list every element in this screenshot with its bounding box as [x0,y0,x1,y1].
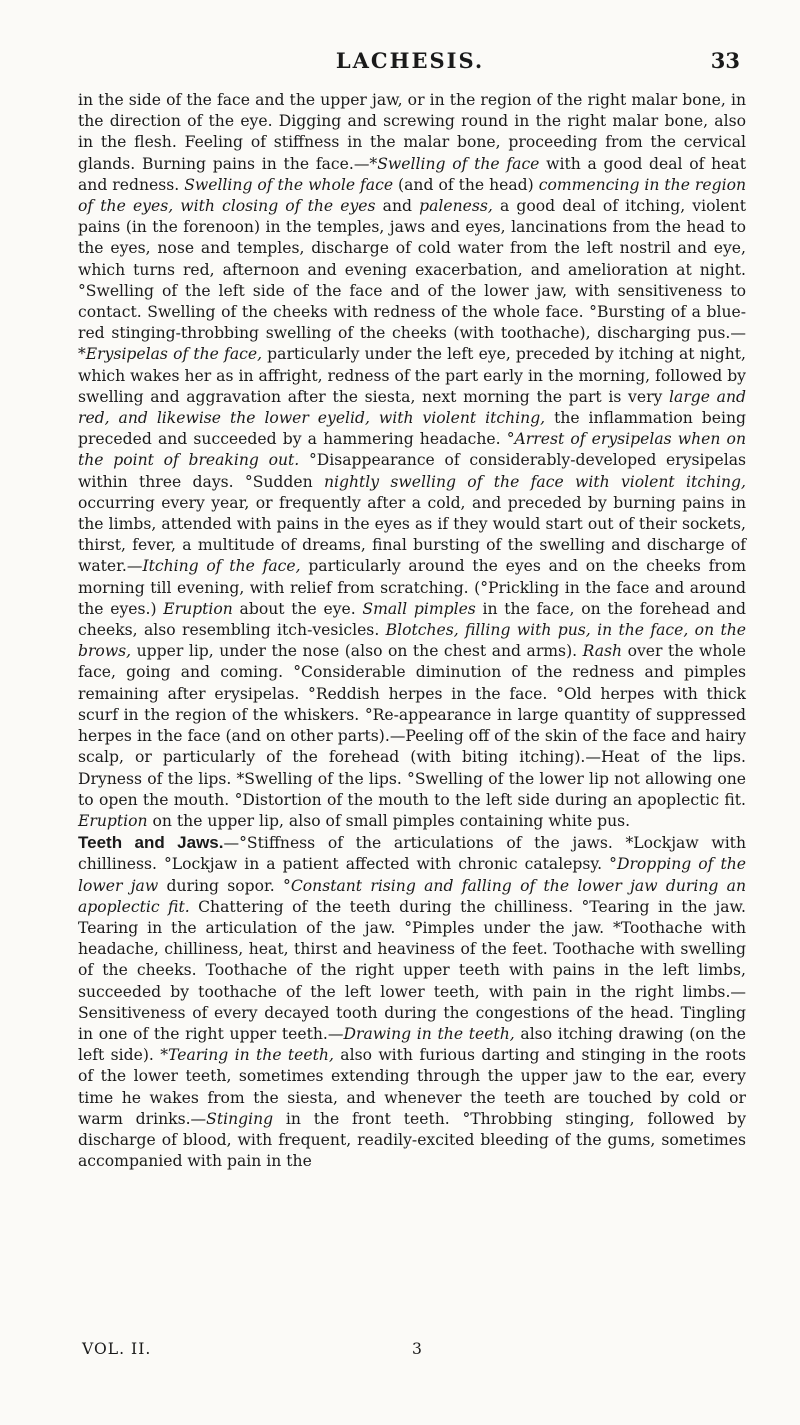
text-run: and [375,197,420,216]
paragraph-teeth-and-jaws [78,832,746,1172]
italic-run: *Tearing in the teeth, [160,1046,334,1065]
text-run: —°Stiffness of the articulations of the jaws. *Lockjaw with chilliness. °Lockjaw in a patient affected with chronic catalepsy. [78,834,746,874]
text-run: particularly around the eyes and on the cheeks from morning till evening, with relief from scratching. (°Prickling in the face and around the eyes.) [78,557,746,618]
text-run: in the front teeth. °Throbbing stinging, followed by discharge of blood, with frequent, readily-excited bleeding of the gums, sometimes accompanied with pain in the [78,1109,746,1171]
text-run: a good deal of itching, violent pains (in the forenoon) in the temples, jaws and eyes, lancinations from the head to the eyes, nose and temples, discharge of cold water from the left nostril and eye, which turns red, afternoon and evening exacerbation, and amelioration at night. °Swelling of the left side of the face and of the lower jaw, with sensitiveness to contact. Swelling of the cheeks with redness of the whole face. °Bursting of a blue-red stinging-throbbing swelling of the cheeks (with toothache), discharging pus.— [78,197,746,343]
italic-run: Small pimples [362,599,476,618]
text-run: particularly under the left eye, preceded by itching at night, which wakes her as in affright, redness of the part early in the morning, followed by swelling and aggravation after the siesta, next morning the part is very [78,345,746,406]
page-footer [82,1340,742,1364]
italic-run: °Arrest of erysipelas when on the point of breaking out. [78,430,746,470]
running-title: LACHESIS. [335,48,485,73]
section-heading: Teeth and Jaws. [78,833,224,853]
text-run: also with furious darting and stinging in the roots of the lower teeth, sometimes extending through the upper jaw to the ear, every time he wakes from the siesta, and whenever the teeth are touched by cold or warm drinks.— [78,1046,746,1128]
italic-run: *Swelling of the face [369,154,540,173]
text-run: with a good deal of heat and redness. [78,154,746,194]
italic-run: Rash [582,642,623,661]
italic-run: large and red, and likewise the lower eyelid, with violent itching, [78,387,746,428]
text-run: about the eye. [232,599,363,618]
italic-run: °Constant rising and falling of the lower jaw during an apoplectic fit. [78,876,746,916]
text-run: in the side of the face and the upper jaw, or in the region of the right malar bone, in the direction of the eye. Digging and screwing round in the right malar bone, also in the flesh. Feeling of stiffness in the malar bone, proceeding from the cervical glands. Burning pains in the face.— [78,91,746,173]
volume-label: VOL. II. [82,1340,152,1358]
italic-run: Swelling of the whole face [184,175,394,194]
text-run: °Disappearance of considerably-developed erysipelas within three days. °Sudden [78,451,746,491]
text-run: occurring every year, or frequently after a cold, and preceded by burning pains in the limbs, attended with pains in the eyes as if they would start out of their sockets, thirst, fever, a multitude of dreams, final bursting of the swelling and discharge of water.— [78,493,746,576]
page-number: 33 [710,48,740,73]
text-run: also itching drawing (on the left side). [78,1024,746,1065]
italic-run: °Dropping of the lower jaw [78,855,747,895]
italic-run: commencing in the region of the eyes, with closing of the eyes [78,175,747,216]
text-run: Chattering of the teeth during the chilliness. °Tearing in the jaw. Tearing in the articulation of the jaw. °Pimples under the jaw. *Toothache with headache, chilliness, heat, thirst and heaviness of the feet. Toothache with swelling of the cheeks. Toothache of the right upper teeth with pains in the left limbs, succeeded by toothache of the left lower teeth, with pain in the right limbs.—Sensitiveness of every decayed tooth during the congestions of the head. Tingling in one of the right upper teeth.— [78,897,747,1043]
text-run: the inflammation being preceded and succeeded by a hammering headache. [78,409,746,449]
italic-run: Itching of the face, [142,557,301,576]
body-text [78,90,746,1172]
italic-run: Blotches, filling with pus, in the face, on the brows, [78,621,747,661]
text-run: (and of the head) [393,175,539,194]
italic-run: Eruption [78,811,148,830]
text-run: on the upper lip, also of small pimples containing white pus. [147,811,631,830]
text-run: during sopor. [158,876,284,895]
italic-run: Stinging [206,1109,274,1128]
text-run: in the face, on the forehead and cheeks, also resembling itch-vesicles. [78,599,746,640]
italic-run: *Erysipelas of the face, [78,345,263,364]
italic-run: paleness, [419,197,493,216]
text-run: upper lip, under the nose (also on the chest and arms). [131,642,583,661]
paragraph-face [78,90,746,832]
italic-run: Drawing in the teeth, [343,1024,515,1043]
italic-run: nightly swelling of the face with violent itching, [323,472,746,491]
italic-run: Eruption [163,599,233,618]
text-run: over the whole face, going and coming. °Considerable diminution of the redness and pimples remaining after erysipelas. °Reddish herpes in the face. °Old herpes with thick scurf in the region of the whiskers. °Re-appearance in large quantity of suppressed herpes in the face (and on other parts).—Peeling off of the skin of the face and hairy scalp, or particularly of the forehead (with biting itching).—Heat of the lips. Dryness of the lips. *Swelling of the lips. °Swelling of the lower lip not allowing one to open the mouth. °Distortion of the mouth to the left side during an apoplectic fit. [78,642,746,809]
running-head [80,48,740,78]
signature-mark: 3 [412,1340,422,1358]
